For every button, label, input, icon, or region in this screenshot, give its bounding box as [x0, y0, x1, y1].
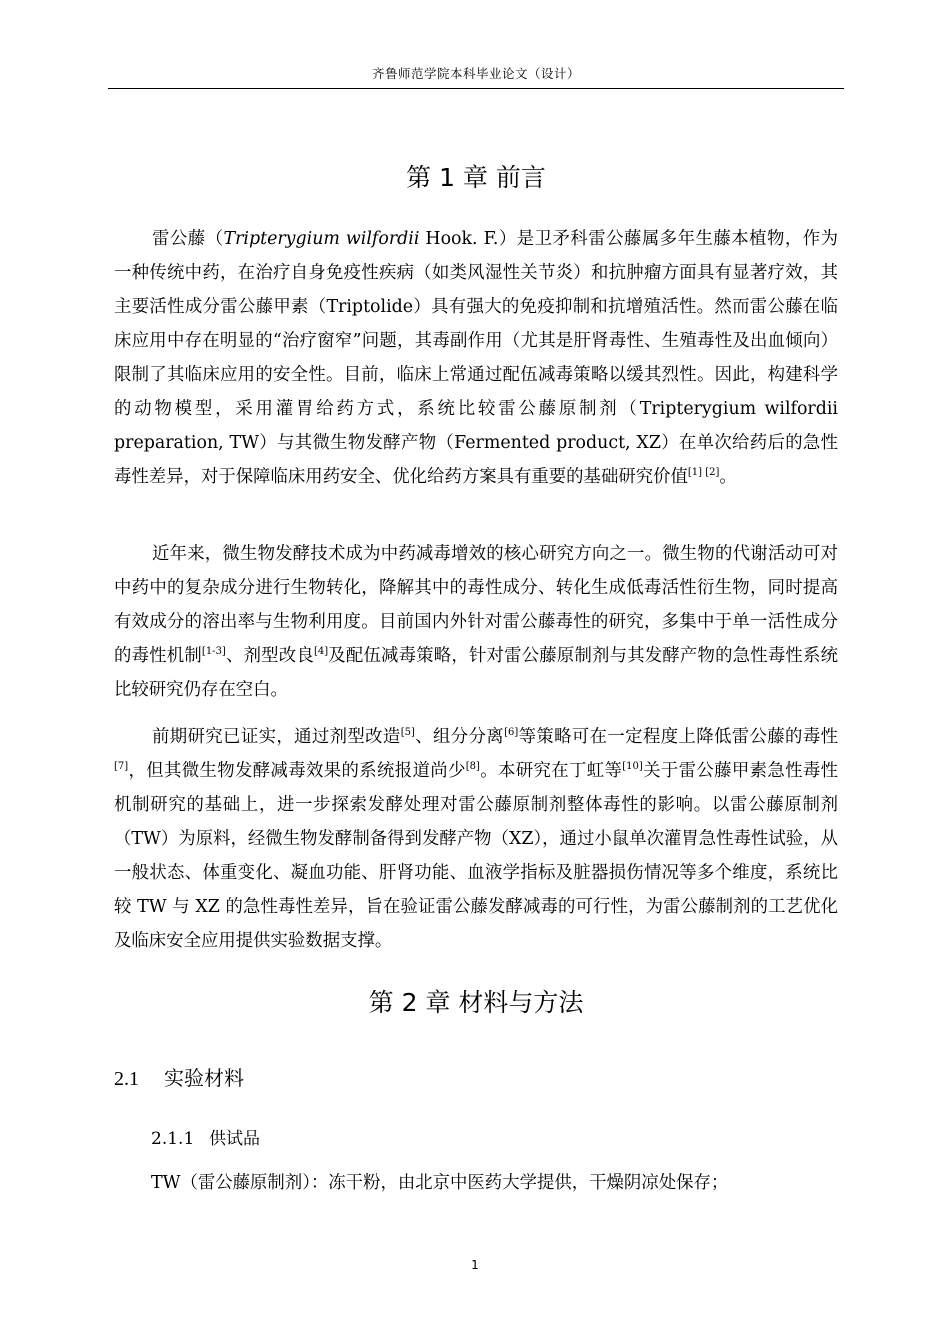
header-divider: [108, 88, 844, 89]
page-header: 齐鲁师范学院本科毕业论文（设计）: [371, 66, 580, 81]
section-2-1-heading: [114, 1062, 244, 1091]
chapter-2-title: 第 2 章 材料与方法: [368, 988, 584, 1017]
p1-text-pre: 雷公藤（: [152, 229, 224, 249]
citation: [6]: [504, 727, 519, 738]
p1-text-body: Hook. F.）是卫矛科雷公藤属多年生藤本植物，作为一种传统中药，在治疗自身免疫性疾病（如类风湿性关节炎）和抗肿瘤方面具有显著疗效，其主要活性成分雷公藤甲素（Triptolide）具有强大的免疫抑制和抗增殖活性。然而雷公藤在临床应用中存在明显的“治疗窗窄”问题，其毒副作用（尤其是肝肾毒性、生殖毒性及出血倾向）限制了其临床应用的安全性。目前，临床上常通过配伍减毒策略以缓其烈性。因此，构建科学的动物模型，采用灌胃给药方式，系统比较雷公藤原制剂（Tripterygium wilfordii preparation, TW）与其微生物发酵产物（Fermented product, XZ）在单次给药后的急性毒性差异，对于保障临床用药安全、优化给药方案具有重要的基础研究价值: [114, 229, 838, 487]
p3-text-e: 。本研究在丁虹等: [479, 761, 623, 781]
p1-text-end: 。: [719, 467, 737, 487]
section-number: 2.1: [114, 1068, 139, 1090]
p2-text-a: 近年来，微生物发酵技术成为中药减毒增效的核心研究方向之一。微生物的代谢活动可对中药中的复杂成分进行生物转化，降解其中的毒性成分、转化生成低毒活性衍生物，同时提高有效成分的溶出率与生物利用度。目前国内外针对雷公藤毒性的研究，多集中于单一活性成分的毒性机制: [114, 544, 838, 666]
section-title: 实验材料: [164, 1066, 244, 1090]
subsection-2-1-1-heading: [151, 1124, 260, 1149]
material-item-tw: TW（雷公藤原制剂）：冻干粉，由北京中医药大学提供，干燥阴凉处保存；: [151, 1173, 729, 1193]
citation: [1-3]: [201, 646, 226, 657]
citation: [8]: [465, 761, 480, 772]
page-number: 1: [471, 1258, 479, 1272]
p3-text-d: ，但其微生物发酵减毒效果的系统报道尚少: [128, 761, 466, 781]
p2-text-b: 、剂型改良: [225, 646, 314, 666]
citation: [7]: [114, 761, 129, 772]
p3-text-b: 、组分分离: [414, 727, 505, 747]
citation: [10]: [622, 761, 643, 772]
paragraph-intro-2: [114, 537, 838, 707]
citation: [4]: [313, 646, 329, 657]
p3-text-a: 前期研究已证实，通过剂型改造: [152, 727, 401, 747]
chapter-1-title: 第 1 章 前言: [406, 163, 546, 192]
paragraph-intro-1: [114, 222, 838, 494]
p3-text-f: 关于雷公藤甲素急性毒性机制研究的基础上，进一步探索发酵处理对雷公藤原制剂整体毒性的影响。以雷公藤原制剂（TW）为原料，经微生物发酵制备得到发酵产物（XZ），通过小鼠单次灌胃急性毒性试验，从一般状态、体重变化、凝血功能、肝肾功能、血液学指标及脏器损伤情况等多个维度，系统比较 TW 与 XZ 的急性毒性差异，旨在验证雷公藤发酵减毒的可行性，为雷公藤制剂的工艺优化及临床安全应用提供实验数据支撑。: [114, 761, 838, 951]
subsection-title: 供试品: [209, 1129, 260, 1149]
citation: [5]: [400, 727, 415, 738]
p3-text-c: 等策略可在一定程度上降低雷公藤的毒性: [518, 727, 838, 747]
citation: [1] [2]: [687, 467, 720, 478]
paragraph-intro-3: [114, 720, 838, 958]
p1-latin-name: Tripterygium wilfordii: [223, 229, 420, 249]
p2-text-c: 及配伍减毒策略，针对雷公藤原制剂与其发酵产物的急性毒性系统比较研究仍存在空白。: [114, 646, 838, 700]
subsection-number: 2.1.1: [151, 1129, 195, 1149]
